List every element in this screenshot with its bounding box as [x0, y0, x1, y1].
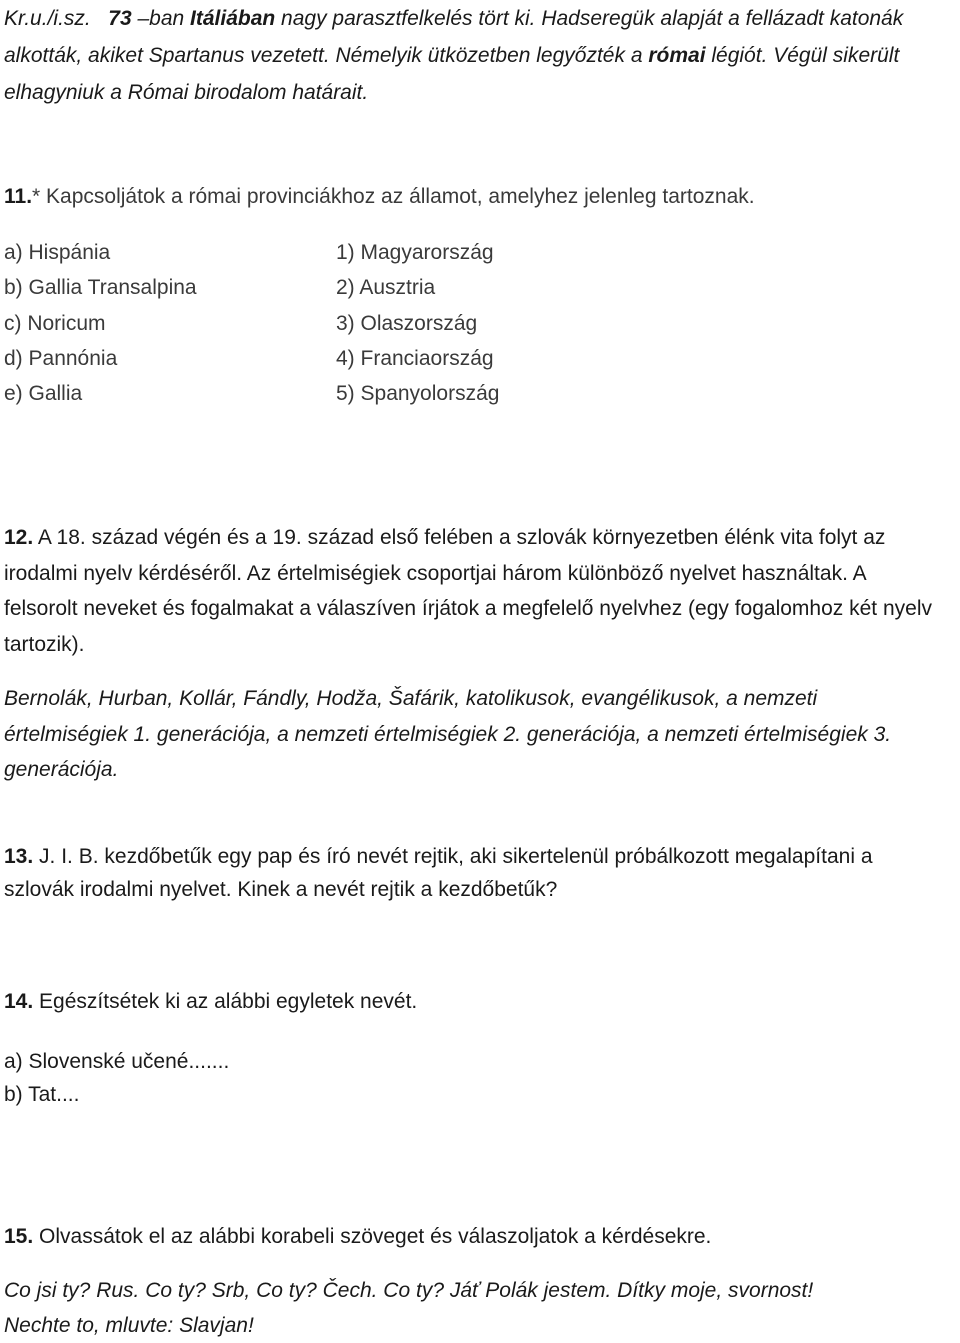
question-14-items — [4, 1045, 940, 1111]
quote-line: Co jsi ty? Rus. Co ty? Srb, Co ty? Čech. Co ty? Jáť Polák jestem. Dítky moje, svornost! — [4, 1279, 814, 1302]
intro-place: Itáliában — [190, 7, 276, 30]
countries-list — [336, 235, 499, 411]
historical-quote — [4, 1273, 940, 1343]
question-13-number: 13. — [4, 845, 34, 868]
quote-line: Nechte to, mluvte: Slavjan! — [4, 1314, 254, 1337]
intro-year: 73 — [108, 7, 132, 30]
provinces-list — [4, 235, 197, 411]
country-item: 5) Spanyolország — [336, 382, 500, 406]
question-12-number: 12. — [4, 526, 34, 549]
country-item: 4) Franciaország — [336, 346, 494, 370]
question-12 — [4, 520, 940, 662]
question-11-text: * Kapcsoljátok a római provinciákhoz az államot, amelyhez jelenleg tartoznak. — [32, 185, 755, 208]
intro-text-1: –ban — [131, 7, 191, 30]
question-14-number: 14. — [4, 990, 34, 1013]
question-11-number: 11. — [4, 185, 33, 208]
province-item: d) Pannónia — [4, 346, 118, 370]
country-item: 1) Magyarország — [336, 241, 494, 264]
province-item: b) Gallia Transalpina — [4, 276, 197, 300]
intro-text-2: nagy parasztfelkelés tört ki. Hadseregük alapját a fellázadt katonák alkották, akiket Spartanus vezetett. Némelyik ütközetben legyőzték a — [4, 7, 904, 67]
intro-paragraph — [4, 0, 940, 111]
province-item: e) Gallia — [4, 382, 83, 406]
question-11 — [4, 181, 940, 213]
intro-prefix: Kr.u./i.sz. — [4, 7, 91, 30]
intro-roman: római — [648, 44, 706, 67]
province-item: c) Noricum — [4, 311, 106, 335]
question-15-text: Olvassátok el az alábbi korabeli szöveget és válaszoljatok a kérdésekre. — [33, 1225, 712, 1248]
question-12-term-list: Bernolák, Hurban, Kollár, Fándly, Hodža, Šafárik, katolikusok, evangélikusok, a nemzeti értelmiségiek 1. generációja, a nemzeti értelmiségiek 2. generációja, a nemzeti értelmiségiek 3. generációja. — [4, 687, 892, 781]
association-item: b) Tat.... — [4, 1083, 80, 1106]
country-item: 2) Ausztria — [336, 276, 436, 300]
intro-text-3: légiót. Végül sikerült elhagyniuk a Római birodalom határait. — [4, 44, 900, 104]
question-14-text: Egészítsétek ki az alábbi egyletek nevét. — [33, 990, 418, 1013]
question-13-text: J. I. B. kezdőbetűk egy pap és író nevét rejtik, aki sikertelenül próbálkozott megalapítani a szlovák irodalmi nyelvet. Kinek a nevét rejtik a kezdőbetűk? — [4, 845, 873, 901]
question-14 — [4, 985, 940, 1018]
question-13 — [4, 840, 940, 906]
association-item: a) Slovenské učené....... — [4, 1050, 230, 1073]
question-12-text: A 18. század végén és a 19. század első felében a szlovák környezetben élénk vita folyt az irodalmi nyelv kérdéséről. Az értelmiségiek csoportjai három különböző nyelvet használtak. A felsorolt neveket és fogalmakat a válaszíven írjátok a megfelelő nyelvhez (egy fogalomhoz két nyelv tartozik). — [4, 526, 932, 656]
country-item: 3) Olaszország — [336, 311, 478, 335]
province-item: a) Hispánia — [4, 241, 111, 264]
question-15-number: 15. — [4, 1225, 34, 1248]
question-15 — [4, 1220, 940, 1253]
